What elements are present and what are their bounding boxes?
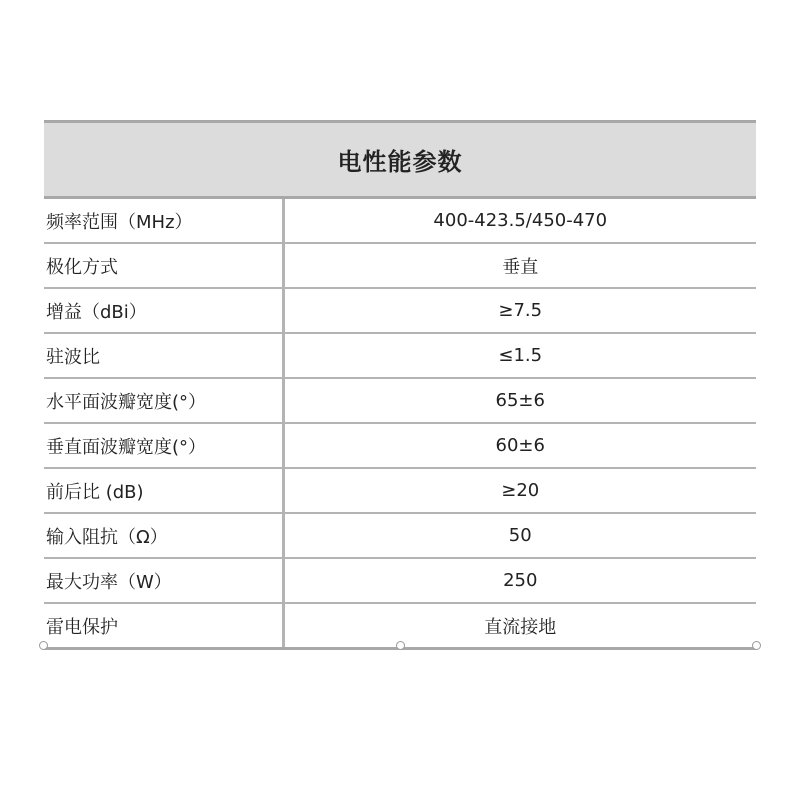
table-resize-handle-left[interactable]: [39, 641, 48, 650]
row-value-horizontal-beamwidth: 65±6: [283, 378, 756, 423]
row-label-frequency-range: 频率范围（MHz）: [44, 198, 283, 244]
row-value-input-impedance: 50: [283, 513, 756, 558]
row-label-polarization: 极化方式: [44, 243, 283, 288]
row-value-gain: ≥7.5: [283, 288, 756, 333]
table-resize-handle-middle[interactable]: [396, 641, 405, 650]
table-row: [44, 243, 756, 288]
row-label-lightning-protection: 雷电保护: [44, 603, 283, 649]
table-row: [44, 558, 756, 603]
row-value-polarization: 垂直: [283, 243, 756, 288]
table-row: [44, 468, 756, 513]
row-value-lightning-protection: 直流接地: [283, 603, 756, 649]
electrical-parameters-table: [44, 120, 756, 650]
row-label-max-power: 最大功率（W）: [44, 558, 283, 603]
row-value-max-power: 250: [283, 558, 756, 603]
row-label-front-to-back-ratio: 前后比 (dB): [44, 468, 283, 513]
table-resize-handle-right[interactable]: [752, 641, 761, 650]
row-label-horizontal-beamwidth: 水平面波瓣宽度(°）: [44, 378, 283, 423]
table-header-row: [44, 122, 756, 198]
table-row: [44, 198, 756, 244]
row-label-gain: 增益（dBi）: [44, 288, 283, 333]
table-row: [44, 378, 756, 423]
table-row: [44, 288, 756, 333]
row-label-vertical-beamwidth: 垂直面波瓣宽度(°）: [44, 423, 283, 468]
table-row: [44, 333, 756, 378]
table-title: 电性能参数: [44, 122, 756, 198]
table-row: [44, 513, 756, 558]
row-label-vswr: 驻波比: [44, 333, 283, 378]
table-row: [44, 423, 756, 468]
row-value-frequency-range: 400-423.5/450-470: [283, 198, 756, 244]
row-label-input-impedance: 输入阻抗（Ω）: [44, 513, 283, 558]
row-value-vertical-beamwidth: 60±6: [283, 423, 756, 468]
row-value-front-to-back-ratio: ≥20: [283, 468, 756, 513]
row-value-vswr: ≤1.5: [283, 333, 756, 378]
